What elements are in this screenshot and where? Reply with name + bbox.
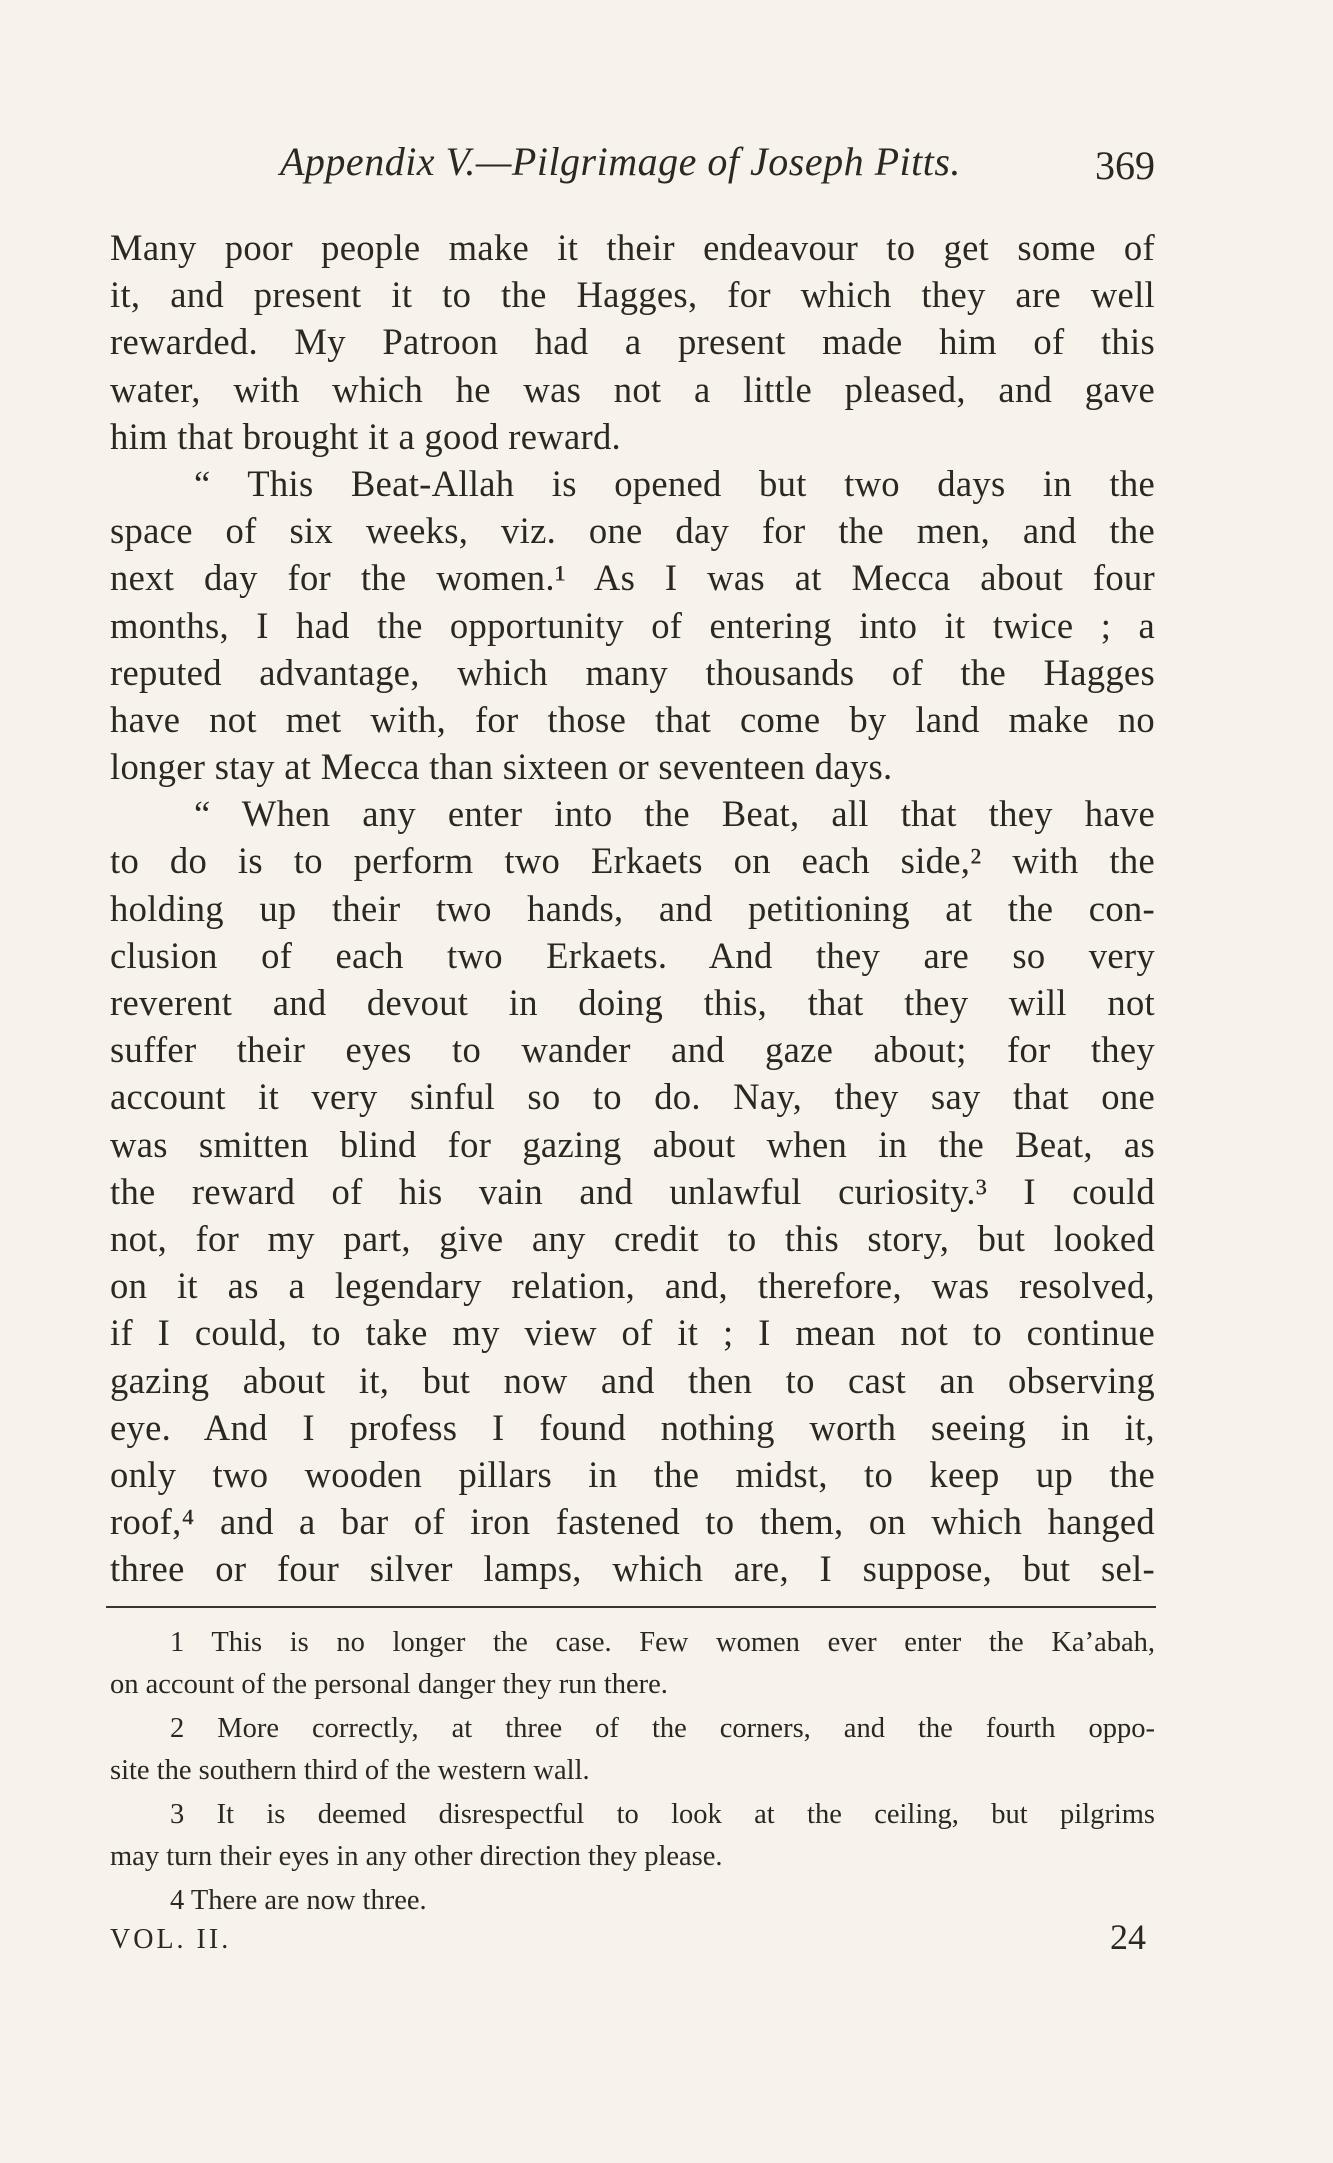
body-line: not, for my part, give any credit to this story, but looked [110,1217,1155,1259]
footnote-line: 2 More correctly, at three of the corners, and the fourth oppo- [170,1713,1155,1744]
body-line: roof,⁴ and a bar of iron fastened to them, on which hanged [110,1501,1155,1543]
body-line: if I could, to take my view of it ; I mean not to continue [110,1312,1155,1354]
signature-mark: 24 [1110,1917,1146,1957]
footnote-line: on account of the personal danger they run there. [110,1669,668,1700]
body-line: it, and present it to the Hagges, for which they are well [110,274,1155,316]
running-head [110,138,1155,198]
body-line: longer stay at Mecca than sixteen or seventeen days. [110,746,893,788]
page-number: 369 [1095,143,1155,188]
body-line: months, I had the opportunity of entering into it twice ; a [110,604,1155,646]
body-line: on it as a legendary relation, and, therefore, was resolved, [110,1265,1155,1307]
body-line: account it very sinful so to do. Nay, they say that one [110,1076,1155,1118]
running-title: Appendix V.—Pilgrimage of Joseph Pitts. [280,139,961,184]
body-line: reverent and devout in doing this, that they will not [110,982,1155,1023]
body-line: eye. And I profess I found nothing worth seeing in it, [110,1406,1155,1448]
body-line: space of six weeks, viz. one day for the men, and the [110,510,1155,552]
body-line: have not met with, for those that come by land make no [110,698,1155,740]
body-line: holding up their two hands, and petitioning at the con- [110,887,1155,929]
body-line: next day for the women.¹ As I was at Mecca about four [110,557,1155,599]
body-line: reputed advantage, which many thousands of the Hagges [110,651,1155,693]
body-line: to do is to perform two Erkaets on each side,² with the [110,840,1155,882]
body-line: him that brought it a good reward. [110,415,622,457]
body-line: rewarded. My Patroon had a present made him of this [110,321,1155,363]
body-line: suffer their eyes to wander and gaze about; for they [110,1029,1155,1071]
body-line: “ When any enter into the Beat, all that they have [194,793,1155,835]
body-line: the reward of his vain and unlawful curiosity.³ I could [110,1170,1155,1212]
body-line: was smitten blind for gazing about when in the Beat, as [110,1123,1155,1165]
footnote-line: 3 It is deemed disrespectful to look at the ceiling, but pilgrims [170,1799,1155,1830]
body-line: gazing about it, but now and then to cast an observing [110,1359,1155,1401]
footnote-line: may turn their eyes in any other direction they please. [110,1841,723,1872]
footnote-rule [106,1606,1156,1608]
footnote-line: site the southern third of the western wall. [110,1755,590,1786]
body-line: “ This Beat-Allah is opened but two days in the [194,462,1155,504]
body-line: Many poor people make it their endeavour to get some of [110,227,1155,268]
footnotes [110,1622,1155,1922]
footnote-line: 4 There are now three. [170,1885,427,1916]
volume-signature: VOL. II. [110,1924,232,1955]
body-line: only two wooden pillars in the midst, to keep up the [110,1453,1155,1495]
body-line: water, with which he was not a little pleased, and gave [110,368,1155,410]
footnote-line: 1 This is no longer the case. Few women ever enter the Ka’abah, [170,1627,1155,1658]
body-line: clusion of each two Erkaets. And they are so very [110,934,1155,976]
body-line: three or four silver lamps, which are, I suppose, but sel- [110,1548,1155,1590]
body-text [110,224,1155,1592]
